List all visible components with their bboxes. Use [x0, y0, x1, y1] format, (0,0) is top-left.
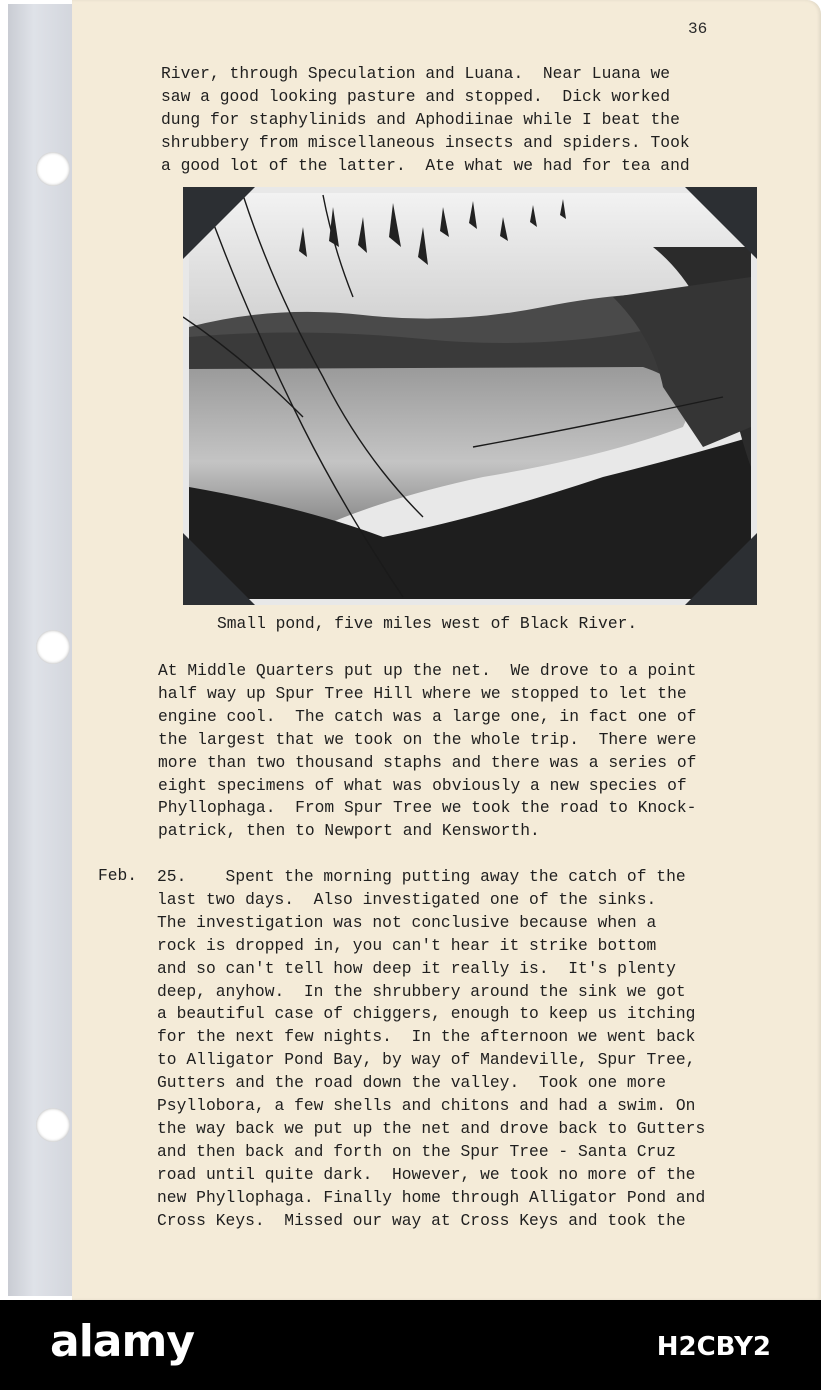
paragraph-middle: At Middle Quarters put up the net. We drove to a point half way up Spur Tree Hill where we stopped to let the engine cool. The catch was a large one, in fact one of the largest that we took on the whole trip. There were more than two thousand staphs and there was a series of eight specimens of what was obviously a new species of Phyllophaga. From Spur Tree we took the road to Knock- patrick, then to Newport and Kensworth.: [158, 661, 697, 841]
pond-photograph: [183, 187, 757, 605]
binder-hole: [36, 630, 70, 664]
binder-hole: [36, 1108, 70, 1142]
binder-hole: [36, 152, 70, 186]
entry-date-label: Feb.: [98, 866, 138, 885]
image-id: H2CBY2: [656, 1332, 771, 1362]
paragraph-top: River, through Speculation and Luana. Near Luana we saw a good looking pasture and stopped. Dick worked dung for staphylinids and Aphodiinae while I beat the shrubbery from miscellaneous insects and spiders. Took a good lot of the latter. Ate what we had for tea and: [161, 64, 690, 175]
paragraph-bottom: 25. Spent the morning putting away the catch of the last two days. Also investigated one of the sinks. The investigation was not conclusive because when a rock is dropped in, you can't hear it strike bottom and so can't tell how deep it really is. It's plenty deep, anyhow. In the shrubbery around the sink we got a beautiful case of chiggers, enough to keep us itching for the next few nights. In the afternoon we went back to Alligator Pond Bay, by way of Mandeville, Spur Tree, Gutters and the road down the valley. Took one more Psyllobora, a few shells and chitons and had a swim. On the way back we put up the net and drove back to Gutters and then back and forth on the Spur Tree - Santa Cruz road until quite dark. However, we took no more of the new Phyllophaga. Finally home through Alligator Pond and Cross Keys. Missed our way at Cross Keys and took the: [157, 867, 706, 1230]
watermark-footer: [0, 1300, 821, 1390]
pond-photo-image: [183, 187, 757, 605]
binder-strip: [8, 4, 73, 1296]
alamy-logo: alamy: [50, 1316, 194, 1367]
page-number: 36: [688, 20, 708, 38]
photo-caption: Small pond, five miles west of Black River.: [217, 614, 638, 633]
